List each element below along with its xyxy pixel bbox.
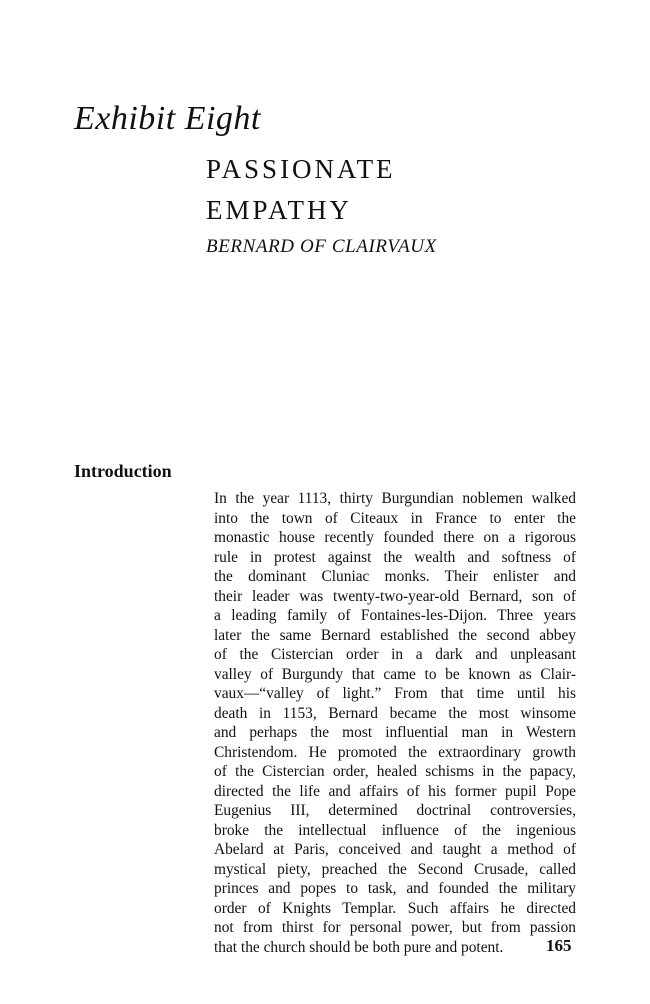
body-line: rule in protest against the wealth and softness of [214,548,576,566]
body-line: death in 1153, Bernard became the most winsome [214,704,576,722]
body-line: later the same Bernard established the second abbey [214,626,576,644]
body-line: Abelard at Paris, conceived and taught a method of [214,841,576,858]
body-line: that the church should be both pure and potent. [214,938,504,956]
body-line: monastic house recently founded there on a rigorous [214,529,576,546]
body-line: mystical piety, preached the Second Crusade, called [214,860,576,878]
chapter-title-line-1: PASSIONATE [206,154,396,184]
author-name: BERNARD OF CLAIRVAUX [206,236,437,257]
exhibit-label: Exhibit Eight [74,100,261,137]
body-line: the dominant Cluniac monks. Their enlister and [214,568,576,585]
body-line: of the Cistercian order, healed schisms in the papacy, [214,763,576,780]
body-line: and perhaps the most influential man in Western [214,724,576,741]
body-line: broke the intellectual influence of the ingenious [214,821,576,839]
body-line: valley of Burgundy that came to be known as Clair- [214,665,576,683]
body-line: their leader was twenty-two-year-old Bernard, son of [214,587,576,605]
body-line: princes and popes to task, and founded the military [214,880,576,897]
body-line: not from thirst for personal power, but from passion [214,919,576,936]
body-line: of the Cistercian order in a dark and unpleasant [214,646,576,663]
body-line: vaux—“valley of light.” From that time until his [214,685,576,702]
body-paragraph [214,489,576,957]
body-line: into the town of Citeaux in France to enter the [214,509,576,527]
section-heading: Introduction [74,461,172,481]
body-line: Eugenius III, determined doctrinal controversies, [214,802,576,819]
body-line: order of Knights Templar. Such affairs he directed [214,899,576,917]
page-number: 165 [546,936,572,955]
body-line: directed the life and affairs of his former pupil Pope [214,782,576,800]
chapter-title-line-2: EMPATHY [206,195,353,225]
body-line: a leading family of Fontaines-les-Dijon. Three years [214,607,576,624]
body-line: In the year 1113, thirty Burgundian noblemen walked [214,490,576,507]
body-line: Christendom. He promoted the extraordinary growth [214,743,576,761]
